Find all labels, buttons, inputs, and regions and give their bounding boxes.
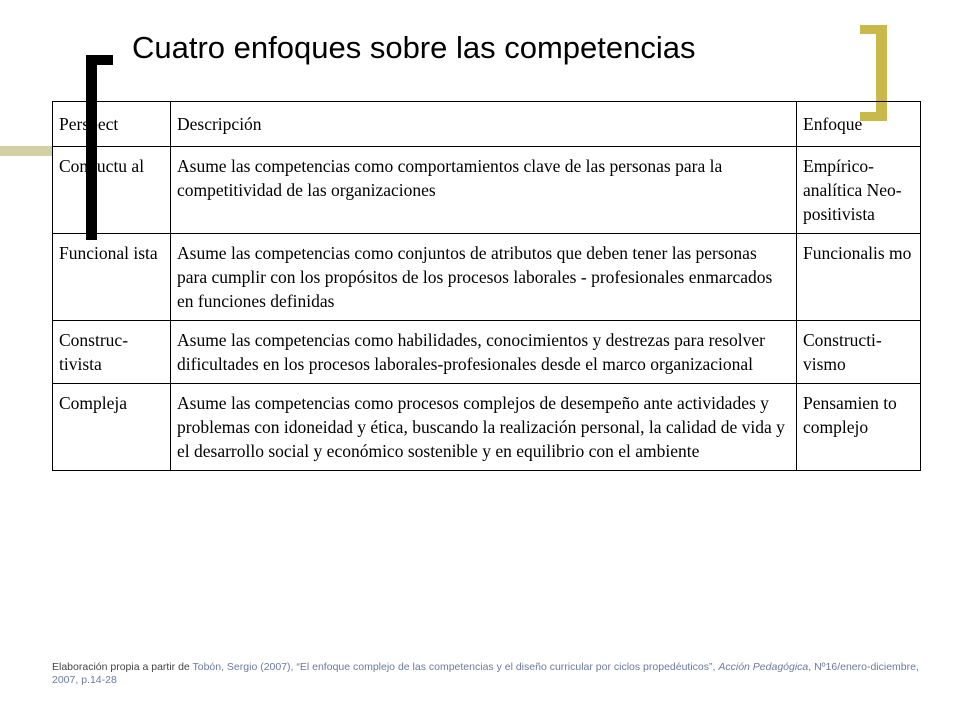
table-row: [53, 147, 921, 234]
header-descripcion: Descripción: [171, 102, 797, 147]
cell-descripcion: Asume las competencias como habilidades, conocimientos y destrezas para resolver dificultades en los procesos laborales-profesionales desde el marco organizacional: [171, 321, 797, 384]
cell-perspectiva: Construc-tivista: [53, 321, 171, 384]
cell-enfoque: Funcionalis mo: [797, 234, 921, 321]
cell-perspectiva: Compleja: [53, 384, 171, 471]
cell-perspectiva: Funcional ista: [53, 234, 171, 321]
cell-descripcion: Asume las competencias como comportamientos clave de las personas para la competitividad de las organizaciones: [171, 147, 797, 234]
slide-title: Cuatro enfoques sobre las competencias: [132, 30, 696, 65]
table-row: [53, 234, 921, 321]
competencias-table: [52, 101, 921, 471]
cell-enfoque: Pensamien to complejo: [797, 384, 921, 471]
table-row: [53, 321, 921, 384]
header-perspectiva: Perspect: [53, 102, 171, 147]
cell-perspectiva: Conductu al: [53, 147, 171, 234]
source-citation: [52, 661, 932, 687]
table-row: [53, 384, 921, 471]
source-author: Tobón, Sergio (2007), “El enfoque complejo de las competencias y el diseño curricular por ciclos propedéuticos”,: [192, 661, 719, 673]
source-details: , Nº16/enero-diciembre, 2007, p.14-28: [52, 661, 919, 686]
header-enfoque: Enfoque: [797, 102, 921, 147]
cell-enfoque: Constructi-vismo: [797, 321, 921, 384]
cell-descripcion: Asume las competencias como conjuntos de atributos que deben tener las personas para cumplir con los propósitos de los procesos laborales - profesionales enmarcados en funciones definidas: [171, 234, 797, 321]
cell-descripcion: Asume las competencias como procesos complejos de desempeño ante actividades y problemas con idoneidad y ética, buscando la realización personal, la calidad de vida y el desarrollo social y económico sostenible y en equilibrio con el ambiente: [171, 384, 797, 471]
source-journal: Acción Pedagógica: [718, 661, 809, 673]
cell-enfoque: Empírico-analítica Neo-positivista: [797, 147, 921, 234]
decorative-gold-bar: [0, 146, 52, 156]
source-prefix: Elaboración propia a partir de: [52, 661, 193, 673]
table-header-row: [53, 102, 921, 147]
